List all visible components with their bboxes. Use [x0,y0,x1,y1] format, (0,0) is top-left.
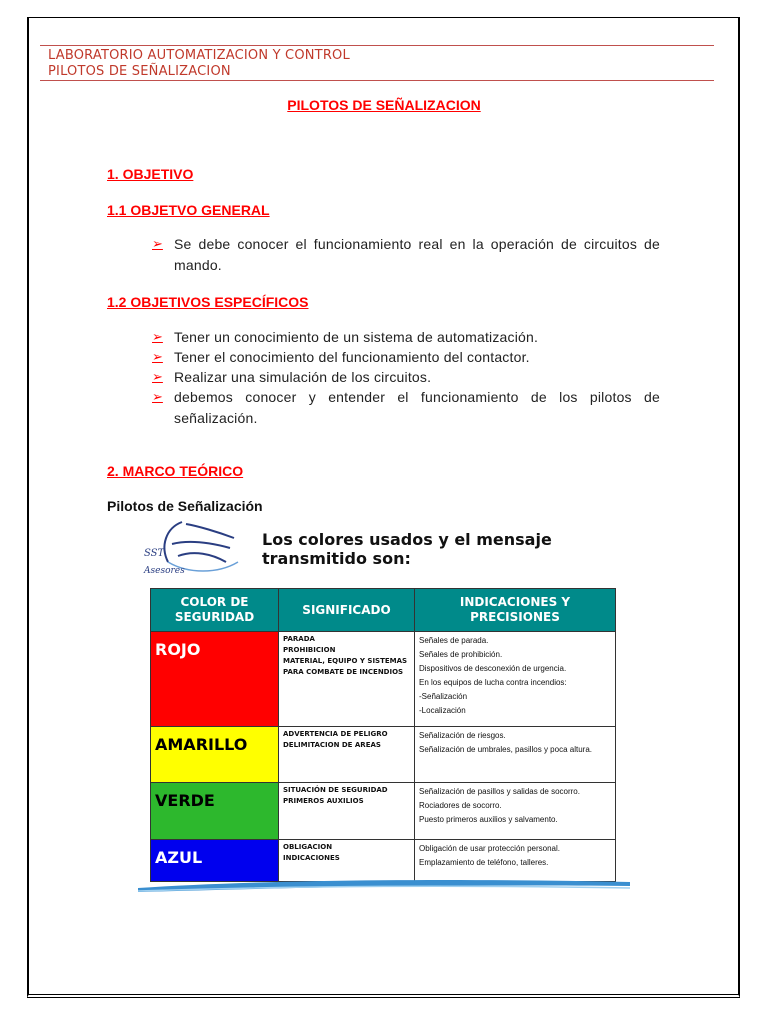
significado-line: OBLIGACION [283,843,333,851]
indicaciones-cell [415,727,616,783]
indicacion-line: Rociadores de socorro. [419,801,502,810]
table-row [151,632,616,727]
indicacion-line: Señales de parada. [419,636,489,645]
pilotos-subheading: Pilotos de Señalización [107,498,263,514]
indicaciones-cell [415,632,616,727]
header-line-1: LABORATORIO AUTOMATIZACION Y CONTROL [48,48,350,63]
significado-line: INDICACIONES [283,854,340,862]
colors-table [150,588,616,882]
table-row [151,783,616,840]
document-title: PILOTOS DE SEÑALIZACION [287,97,481,113]
indicacion-line: -Localización [419,706,466,715]
indicacion-line: Señalización de umbrales, pasillos y poca altura. [419,745,592,754]
logo-text-sst: SST [144,548,165,559]
figure-heading-line-2: transmitido son: [262,549,411,568]
column-header-significado: SIGNIFICADO [279,589,415,632]
significado-cell [279,727,415,783]
section-objetivo-heading: 1. OBJETIVO [107,166,194,182]
color-name: VERDE [155,791,215,810]
objetivo-general-text-content: Se debe conocer el funcionamiento real en la operación de circuitos de mando. [174,236,660,273]
especifico-item-2: Tener el conocimiento del funcionamiento del contactor. [174,349,530,365]
indicacion-line: Obligación de usar protección personal. [419,844,560,853]
color-cell [151,632,279,727]
column-header-color: COLOR DE SEGURIDAD [151,589,279,632]
table-header-row [151,589,616,632]
indicaciones-cell [415,783,616,840]
significado-line: PRIMEROS AUXILIOS [283,797,364,805]
table-row [151,727,616,783]
header-bottom-rule [40,80,714,81]
section-objetivo-general-heading: 1.1 OBJETVO GENERAL [107,202,270,218]
significado-line: PARADA [283,635,315,643]
section-marco-teorico-heading: 2. MARCO TEÓRICO [107,463,244,479]
indicacion-line: Señalización de pasillos y salidas de socorro. [419,787,580,796]
header-line-2: PILOTOS DE SEÑALIZACION [48,64,231,79]
bullet-arrow-icon: ➢ [152,237,163,252]
color-cell [151,727,279,783]
significado-line: SITUACIÓN DE SEGURIDAD [283,786,388,794]
figure-heading [262,530,552,568]
color-cell [151,783,279,840]
significado-line: MATERIAL, EQUIPO Y SISTEMAS PARA COMBATE DE INCENDIOS [283,657,408,676]
indicacion-line: Dispositivos de desconexión de urgencia. [419,664,567,673]
bullet-arrow-icon: ➢ [152,350,163,365]
significado-line: DELIMITACION DE AREAS [283,741,381,749]
significado-cell [279,632,415,727]
column-header-indicaciones: INDICACIONES Y PRECISIONES [415,589,616,632]
indicacion-line: -Señalización [419,692,468,701]
color-name: AZUL [155,848,203,867]
header-top-rule [40,45,714,46]
decorative-wave-icon [138,876,630,892]
indicacion-line: Emplazamiento de teléfono, talleres. [419,858,549,867]
bullet-arrow-icon: ➢ [152,390,163,405]
figure-heading-line-1: Los colores usados y el mensaje [262,530,552,549]
indicacion-line: Señalización de riesgos. [419,731,506,740]
especifico-item-1: Tener un conocimiento de un sistema de automatización. [174,329,539,345]
indicacion-line: Puesto primeros auxilios y salvamento. [419,815,558,824]
objetivo-general-text [174,234,660,276]
bullet-arrow-icon: ➢ [152,330,163,345]
significado-line: PROHIBICION [283,646,336,654]
indicacion-line: En los equipos de lucha contra incendios: [419,678,567,687]
color-name: ROJO [155,640,201,659]
colors-figure [138,518,630,892]
significado-cell [279,783,415,840]
section-objetivos-especificos-heading: 1.2 OBJETIVOS ESPECÍFICOS [107,294,309,310]
logo-text-asesores: Asesores [144,566,185,576]
especifico-item-3: Realizar una simulación de los circuitos. [174,369,432,385]
especifico-item-4: debemos conocer y entender el funcionamiento de los pilotos de señalización. [174,389,660,426]
bullet-arrow-icon: ➢ [152,370,163,385]
indicacion-line: Señales de prohibición. [419,650,503,659]
significado-line: ADVERTENCIA DE PELIGRO [283,730,388,738]
color-name: AMARILLO [155,735,248,754]
